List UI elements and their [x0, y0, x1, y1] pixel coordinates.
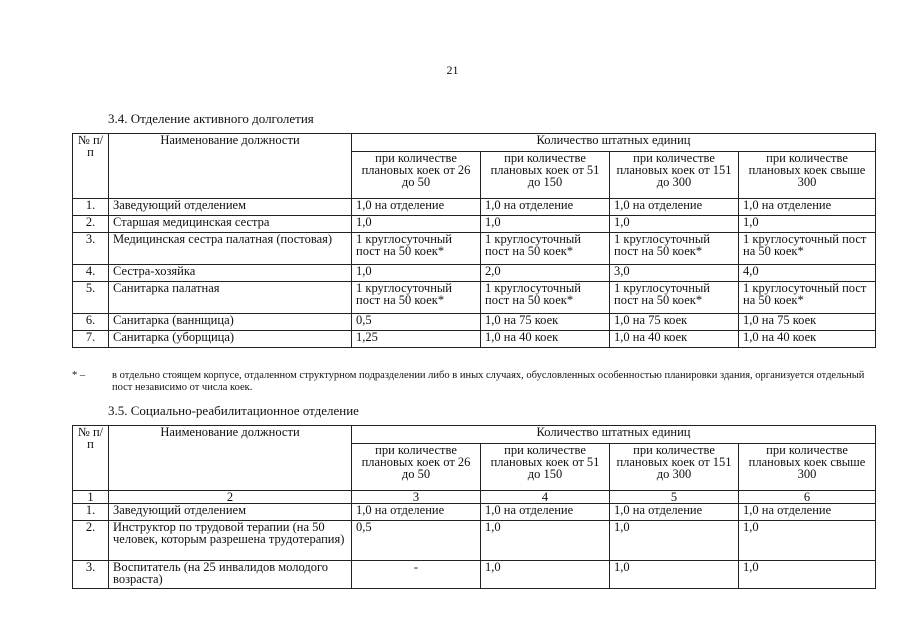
table-row [73, 265, 876, 282]
row-number: 3. [73, 561, 109, 589]
column-number-row [73, 491, 876, 504]
row-number: 1. [73, 504, 109, 521]
cell-value: 1,0 [481, 216, 610, 233]
cell-value: 1 круглосуточный пост на 50 коек* [739, 233, 876, 265]
position-name: Медицинская сестра палатная (постовая) [109, 233, 352, 265]
table-row [73, 504, 876, 521]
table-row [73, 233, 876, 265]
cell-value: 1,0 [739, 521, 876, 561]
position-name: Санитарка палатная [109, 282, 352, 314]
cell-value: 1,0 [610, 561, 739, 589]
column-number: 6 [739, 491, 876, 504]
column-number: 5 [610, 491, 739, 504]
footnote-text: в отдельно стоящем корпусе, отдаленном структурном подразделении либо в иных случаях, обусловленных особенностью планировки здания, организуется отдельный пост независимо от числа коек. [112, 370, 865, 393]
position-name: Заведующий отделением [109, 504, 352, 521]
table-row [73, 331, 876, 348]
position-name: Санитарка (уборщица) [109, 331, 352, 348]
position-name: Санитарка (ваннщица) [109, 314, 352, 331]
row-number: 2. [73, 216, 109, 233]
table-row [73, 199, 876, 216]
cell-value: 1 круглосуточный пост на 50 коек* [610, 233, 739, 265]
table-row [73, 314, 876, 331]
header-beds-over-300: при количестве плановых коек свыше 300 [739, 152, 876, 199]
header-staff-units: Количество штатных единиц [352, 426, 876, 444]
cell-value: 1,0 на отделение [352, 199, 481, 216]
header-number: № п/п [73, 426, 109, 491]
column-number: 4 [481, 491, 610, 504]
row-number: 7. [73, 331, 109, 348]
section-title: 3.5. Социально-реабилитационное отделение [108, 403, 359, 418]
cell-value: 3,0 [610, 265, 739, 282]
cell-value: 1,0 на отделение [739, 199, 876, 216]
position-name: Сестра-хозяйка [109, 265, 352, 282]
section-title: 3.4. Отделение активного долголетия [108, 111, 314, 126]
cell-value: 1 круглосуточный пост на 50 коек* [610, 282, 739, 314]
cell-value: 1,0 [739, 216, 876, 233]
cell-value: 1 круглосуточный пост на 50 коек* [352, 282, 481, 314]
cell-value: 1,0 на 75 коек [481, 314, 610, 331]
cell-value: 1,0 [481, 521, 610, 561]
cell-value: 1 круглосуточный пост на 50 коек* [739, 282, 876, 314]
row-number: 2. [73, 521, 109, 561]
cell-value: 1,0 [739, 561, 876, 589]
footnote-mark: * – [72, 370, 86, 381]
cell-value: 1,0 на 75 коек [610, 314, 739, 331]
position-name: Старшая медицинская сестра [109, 216, 352, 233]
cell-value: 1,0 на отделение [352, 504, 481, 521]
cell-value: 1 круглосуточный пост на 50 коек* [481, 233, 610, 265]
cell-value: 1,0 на 75 коек [739, 314, 876, 331]
cell-value: - [352, 561, 481, 589]
row-number: 6. [73, 314, 109, 331]
cell-value: 1,0 [352, 216, 481, 233]
cell-value: 4,0 [739, 265, 876, 282]
cell-value: 1,25 [352, 331, 481, 348]
position-name: Заведующий отделением [109, 199, 352, 216]
cell-value: 1,0 на 40 коек [610, 331, 739, 348]
row-number: 5. [73, 282, 109, 314]
column-number: 3 [352, 491, 481, 504]
cell-value: 2,0 [481, 265, 610, 282]
header-beds-26-50: при количестве плановых коек от 26 до 50 [352, 444, 481, 491]
header-beds-51-150: при количестве плановых коек от 51 до 150 [481, 444, 610, 491]
cell-value: 1,0 на отделение [739, 504, 876, 521]
column-number: 1 [73, 491, 109, 504]
position-name: Воспитатель (на 25 инвалидов молодого возраста) [109, 561, 352, 589]
cell-value: 1,0 на отделение [610, 199, 739, 216]
cell-value: 1,0 [481, 561, 610, 589]
cell-value: 1,0 на отделение [610, 504, 739, 521]
header-beds-151-300: при количестве плановых коек от 151 до 300 [610, 152, 739, 199]
cell-value: 0,5 [352, 314, 481, 331]
header-beds-51-150: при количестве плановых коек от 51 до 150 [481, 152, 610, 199]
header-number: № п/п [73, 134, 109, 199]
footnote [72, 370, 882, 394]
column-number: 2 [109, 491, 352, 504]
row-number: 1. [73, 199, 109, 216]
cell-value: 1,0 на 40 коек [481, 331, 610, 348]
staffing-table-social-rehabilitation [72, 425, 876, 589]
table-row [73, 561, 876, 589]
cell-value: 1,0 [352, 265, 481, 282]
cell-value: 1,0 на отделение [481, 504, 610, 521]
cell-value: 1,0 [610, 521, 739, 561]
header-position: Наименование должности [109, 426, 352, 491]
position-name: Инструктор по трудовой терапии (на 50 человек, которым разрешена трудотерапия) [109, 521, 352, 561]
header-beds-over-300: при количестве плановых коек свыше 300 [739, 444, 876, 491]
row-number: 3. [73, 233, 109, 265]
table-row [73, 216, 876, 233]
cell-value: 1 круглосуточный пост на 50 коек* [481, 282, 610, 314]
page-number: 21 [446, 63, 459, 77]
row-number: 4. [73, 265, 109, 282]
staffing-table-active-longevity [72, 133, 876, 348]
header-beds-151-300: при количестве плановых коек от 151 до 300 [610, 444, 739, 491]
cell-value: 1,0 на отделение [481, 199, 610, 216]
cell-value: 1,0 [610, 216, 739, 233]
header-position: Наименование должности [109, 134, 352, 199]
table-row [73, 282, 876, 314]
header-staff-units: Количество штатных единиц [352, 134, 876, 152]
table-row [73, 521, 876, 561]
cell-value: 0,5 [352, 521, 481, 561]
header-beds-26-50: при количестве плановых коек от 26 до 50 [352, 152, 481, 199]
cell-value: 1 круглосуточный пост на 50 коек* [352, 233, 481, 265]
cell-value: 1,0 на 40 коек [739, 331, 876, 348]
